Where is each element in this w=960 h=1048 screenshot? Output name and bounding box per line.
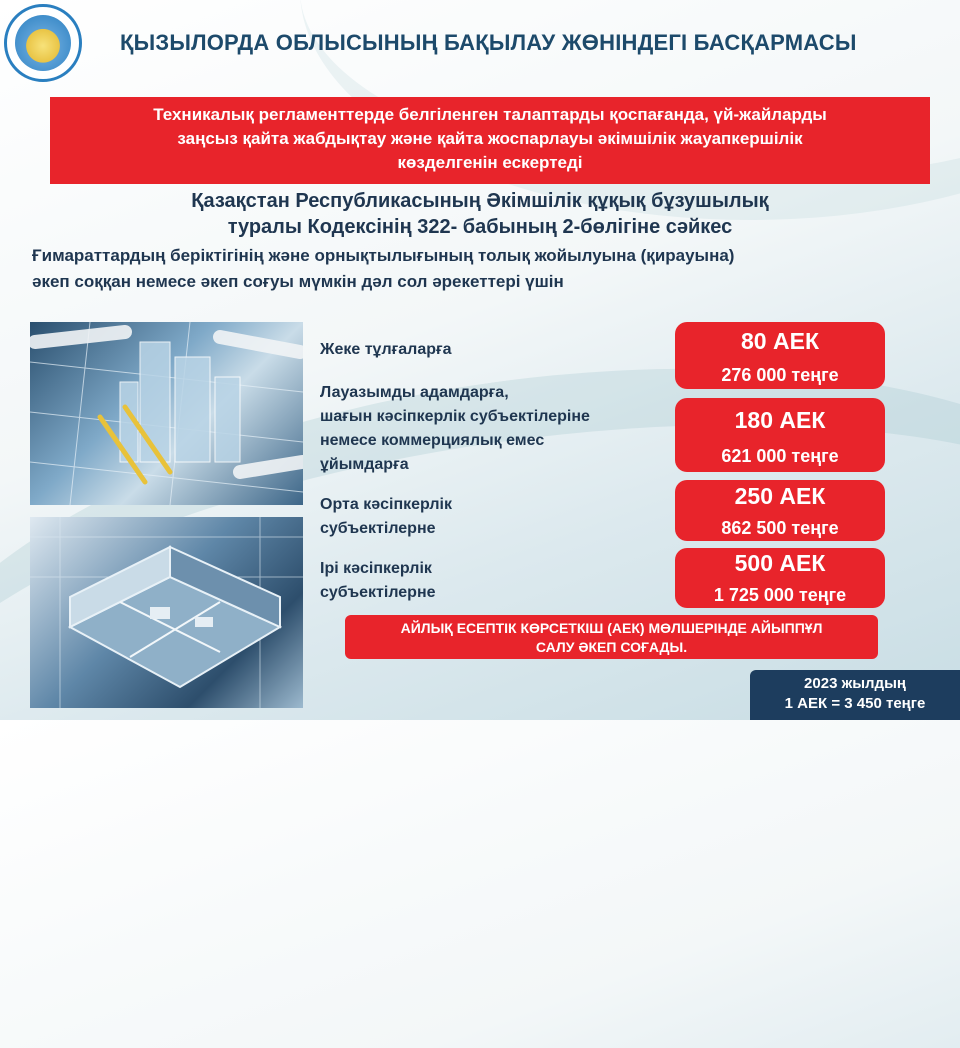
fine-aek: 80 АЕК <box>741 328 819 354</box>
category-line: субъектілерне <box>320 584 436 601</box>
fine-badge-large <box>675 548 885 608</box>
warning-line: Техникалық регламенттерде белгіленген талаптарды қоспағанда, үй-жайларды <box>153 105 827 124</box>
warning-line: заңсыз қайта жабдықтау және қайта жоспарлауы әкімшілік жауапкершілік <box>177 129 803 148</box>
offense-description-line: әкеп соққан немесе әкеп соғуы мүмкін дәл сол әрекеттері үшін <box>32 272 564 291</box>
category-officials-small-business <box>320 381 590 477</box>
category-line: шағын кәсіпкерлік субъектілеріне <box>320 408 590 425</box>
fine-note-line: САЛУ ӘКЕП СОҒАДЫ. <box>535 639 688 655</box>
fine-badge-officials <box>675 398 885 472</box>
fine-aek: 500 АЕК <box>734 550 826 576</box>
offense-description-line: Ғимараттардың беріктігінің және орнықтылығының толық жойылуына (қирауына) <box>32 246 735 265</box>
fine-tenge: 862 500 теңге <box>721 518 839 538</box>
emblem-icon <box>15 15 71 71</box>
fine-tenge: 1 725 000 теңге <box>713 585 847 605</box>
category-large-business <box>320 557 436 605</box>
blueprint-photo <box>30 322 303 505</box>
category-medium-business <box>320 493 452 541</box>
page-title: ҚЫЗЫЛОРДА ОБЛЫСЫНЫҢ БАҚЫЛАУ ЖӨНІНДЕГІ БАСҚАРМАСЫ <box>120 30 857 55</box>
legal-reference <box>40 188 920 240</box>
fine-badge-individuals <box>675 322 885 389</box>
category-line: Ірі кәсіпкерлік <box>320 560 432 577</box>
fine-note-line: АЙЛЫҚ ЕСЕПТІК КӨРСЕТКІШ (АЕК) МӨЛШЕРІНДЕ АЙЫППҰЛ <box>400 620 823 636</box>
offense-description <box>32 243 932 295</box>
interior-render-photo <box>30 517 303 708</box>
category-line: Жеке тұлғаларға <box>320 341 452 358</box>
fine-tenge: 276 000 теңге <box>721 365 839 385</box>
category-line: Лауазымды адамдарға, <box>320 384 509 401</box>
fine-tenge: 621 000 теңге <box>721 446 839 466</box>
category-line: ұйымдарға <box>320 456 409 473</box>
category-individuals <box>320 338 452 362</box>
warning-line: көзделгенін ескертеді <box>397 153 583 172</box>
fine-aek: 250 АЕК <box>734 483 826 509</box>
blueprint-illustration <box>30 322 303 505</box>
fine-badge-medium <box>675 480 885 541</box>
category-line: Орта кәсіпкерлік <box>320 496 452 513</box>
aek-rate-badge <box>750 670 960 720</box>
fine-note-banner <box>345 615 878 659</box>
aek-rate-year: 2023 жылдың <box>804 675 906 692</box>
legal-reference-line: Қазақстан Республикасының Әкімшілік құқық бұзушылық <box>191 190 769 212</box>
aek-rate-value: 1 АЕК = 3 450 теңге <box>784 695 926 712</box>
warning-banner <box>50 97 930 184</box>
legal-reference-line: туралы Кодексінің 322- бабының 2-бөлігіне сәйкес <box>227 216 733 238</box>
category-line: немесе коммерциялық емес <box>320 432 545 449</box>
fine-aek: 180 АЕК <box>734 407 826 433</box>
category-line: субъектілерне <box>320 520 436 537</box>
emblem-logo <box>4 4 82 82</box>
interior-illustration <box>30 517 303 708</box>
